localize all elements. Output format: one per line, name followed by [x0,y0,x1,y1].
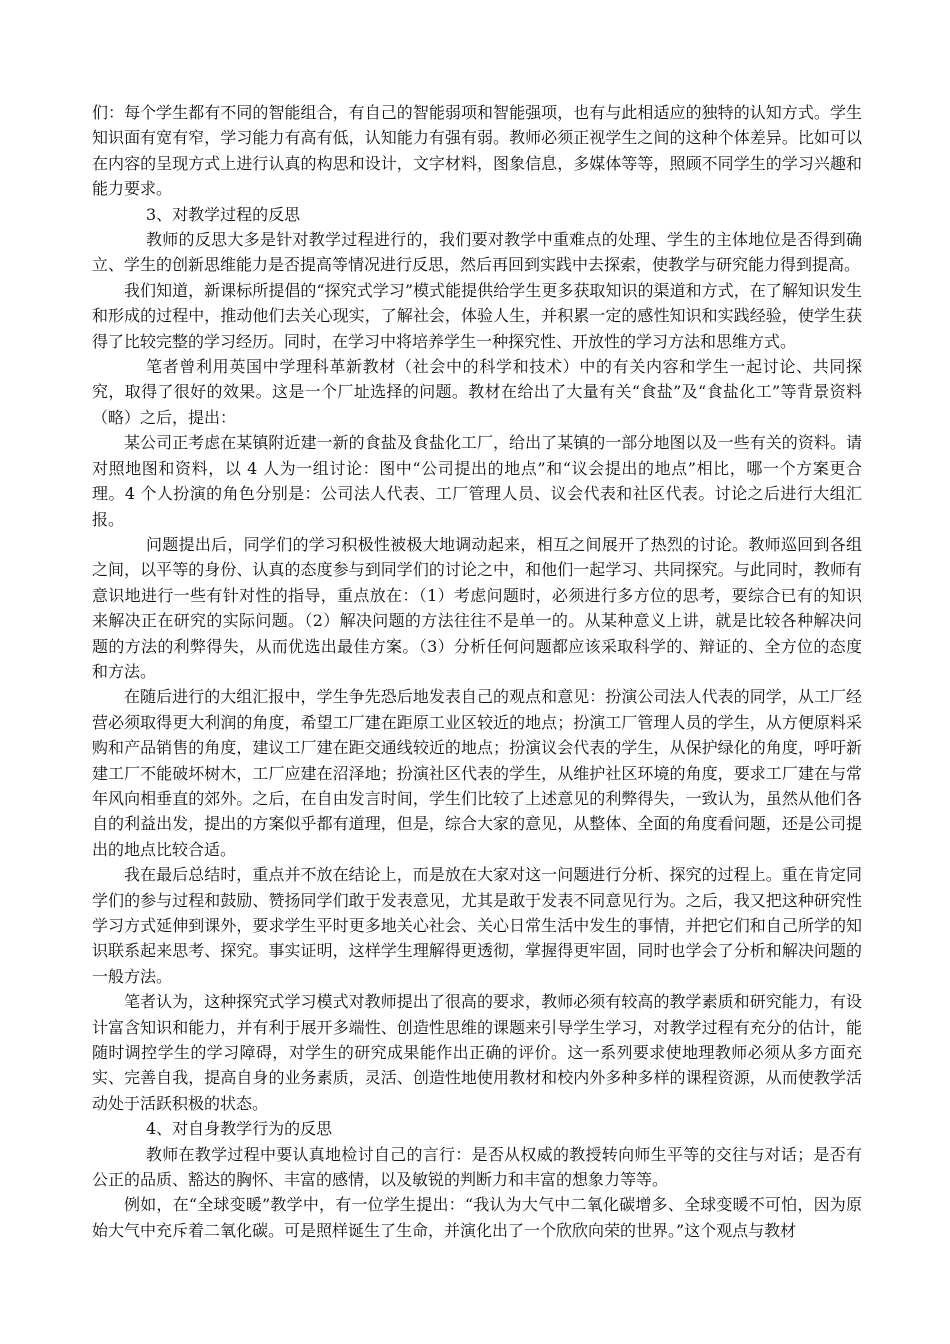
paragraph-1: 们：每个学生都有不同的智能组合，有自己的智能弱项和智能强项，也有与此相适应的独特的认知方式。学生知识面有宽有窄，学习能力有高有低，认知能力有强有弱。教师必须正视学生之间的这种个体差异。比如可以在内容的呈现方式上进行认真的构思和设计，文字材料，图象信息，多媒体等等，照顾不同学生的学习兴趣和能力要求。 [92,103,862,199]
paragraph-5: 某公司正考虑在某镇附近建一新的食盐及食盐化工厂，给出了某镇的一部分地图以及一些有关的资料。请对照地图和资料，以 4 人为一组讨论：图中“公司提出的地点”和“议会提出的地点”相比，哪一个方案更合理。4 个人扮演的角色分别是：公司法人代表、工厂管理人员、议会代表和社区代表。讨论之后进行大组汇报。 [92,433,862,529]
section-heading-3: 3、对教学过程的反思 [146,204,301,224]
paragraph-7: 在随后进行的大组汇报中，学生争先恐后地发表自己的观点和意见：扮演公司法人代表的同学，从工厂经营必须取得更大利润的角度，希望工厂建在距原工业区较近的地点；扮演工厂管理人员的学生，从方便原料采购和产品销售的角度，建议工厂建在距交通线较近的地点；扮演议会代表的学生，从保护绿化的角度，呼吁新建工厂不能破坏树木，工厂应建在沼泽地；扮演社区代表的学生，从维护社区环境的角度，要求工厂建在与常年风向相垂直的郊外。之后，在自由发言时间，学生们比较了上述意见的利弊得失，一致认为，虽然从他们各自的利益出发，提出的方案似乎都有道理，但是，综合大家的意见，从整体、全面的角度看问题，还是公司提出的地点比较合适。 [92,687,862,859]
paragraph-6: 问题提出后，同学们的学习积极性被极大地调动起来，相互之间展开了热烈的讨论。教师巡回到各组之间，以平等的身份、认真的态度参与到同学们的讨论之中，和他们一起学习、共同探究。与此同时，教师有意识地进行一些有针对性的指导，重点放在：（1）考虑问题时，必须进行多方位的思考，要综合已有的知识来解决正在研究的实际问题。（2）解决问题的方法往往不是单一的。从某种意义上讲，就是比较各种解决问题的方法的利弊得失，从而优选出最佳方案。（3）分析任何问题都应该采取科学的、辩证的、全方位的态度和方法。 [92,534,862,681]
paragraph-3: 我们知道，新课标所提倡的“探究式学习”模式能提供给学生更多获取知识的渠道和方式，在了解知识发生和形成的过程中，推动他们去关心现实，了解社会，体验人生，并积累一定的感性知识和实践经验，使学生获得了比较完整的学习经历。同时，在学习中将培养学生一种探究性、开放性的学习方法和思维方式。 [92,280,862,351]
document-page [92,100,862,1243]
paragraph-11: 例如，在“全球变暖”教学中，有一位学生提出：“我认为大气中二氧化碳增多、全球变暖不可怕，因为原始大气中充斥着二氧化碳。可是照样诞生了生命，并演化出了一个欣欣向荣的世界。”这个观点与教材 [92,1195,862,1240]
section-heading-4: 4、对自身教学行为的反思 [146,1119,333,1139]
paragraph-9: 笔者认为，这种探究式学习模式对教师提出了很高的要求，教师必须有较高的教学素质和研究能力，有设计富含知识和能力，并有利于展开多端性、创造性思维的课题来引导学生学习，对教学过程有充分的估计，能随时调控学生的学习障碍，对学生的研究成果能作出正确的评价。这一系列要求使地理教师必须从多方面充实、完善自我，提高自身的业务素质，灵活、创造性地使用教材和校内外多种多样的课程资源，从而使教学活动处于活跃积极的状态。 [92,992,862,1113]
paragraph-8: 我在最后总结时，重点并不放在结论上，而是放在大家对这一问题进行分析、探究的过程上。重在肯定同学们的参与过程和鼓励、赞扬同学们敢于发表意见，尤其是敢于发表不同意见行为。之后，我又把这种研究性学习方式延伸到课外，要求学生平时更多地关心社会、关心日常生活中发生的事情，并把它们和自己所学的知识联系起来思考、探究。事实证明，这样学生理解得更透彻，掌握得更牢固，同时也学会了分析和解决问题的一般方法。 [92,865,862,986]
paragraph-4: 笔者曾利用英国中学理科革新教材（社会中的科学和技术）中的有关内容和学生一起讨论、共同探究，取得了很好的效果。这是一个厂址选择的问题。教材在给出了大量有关“食盐”及“食盐化工”等背景资料（略）之后，提出： [92,357,862,427]
paragraph-10: 教师在教学过程中要认真地检讨自己的言行：是否从权威的教授转向师生平等的交往与对话；是否有公正的品质、豁达的胸怀、丰富的感情，以及敏锐的判断力和丰富的想象力等等。 [92,1144,862,1190]
paragraph-2: 教师的反思大多是针对教学过程进行的，我们要对教学中重难点的处理、学生的主体地位是否得到确立、学生的创新思维能力是否提高等情况进行反思，然后再回到实践中去探索，使教学与研究能力得到提高。 [92,230,862,275]
